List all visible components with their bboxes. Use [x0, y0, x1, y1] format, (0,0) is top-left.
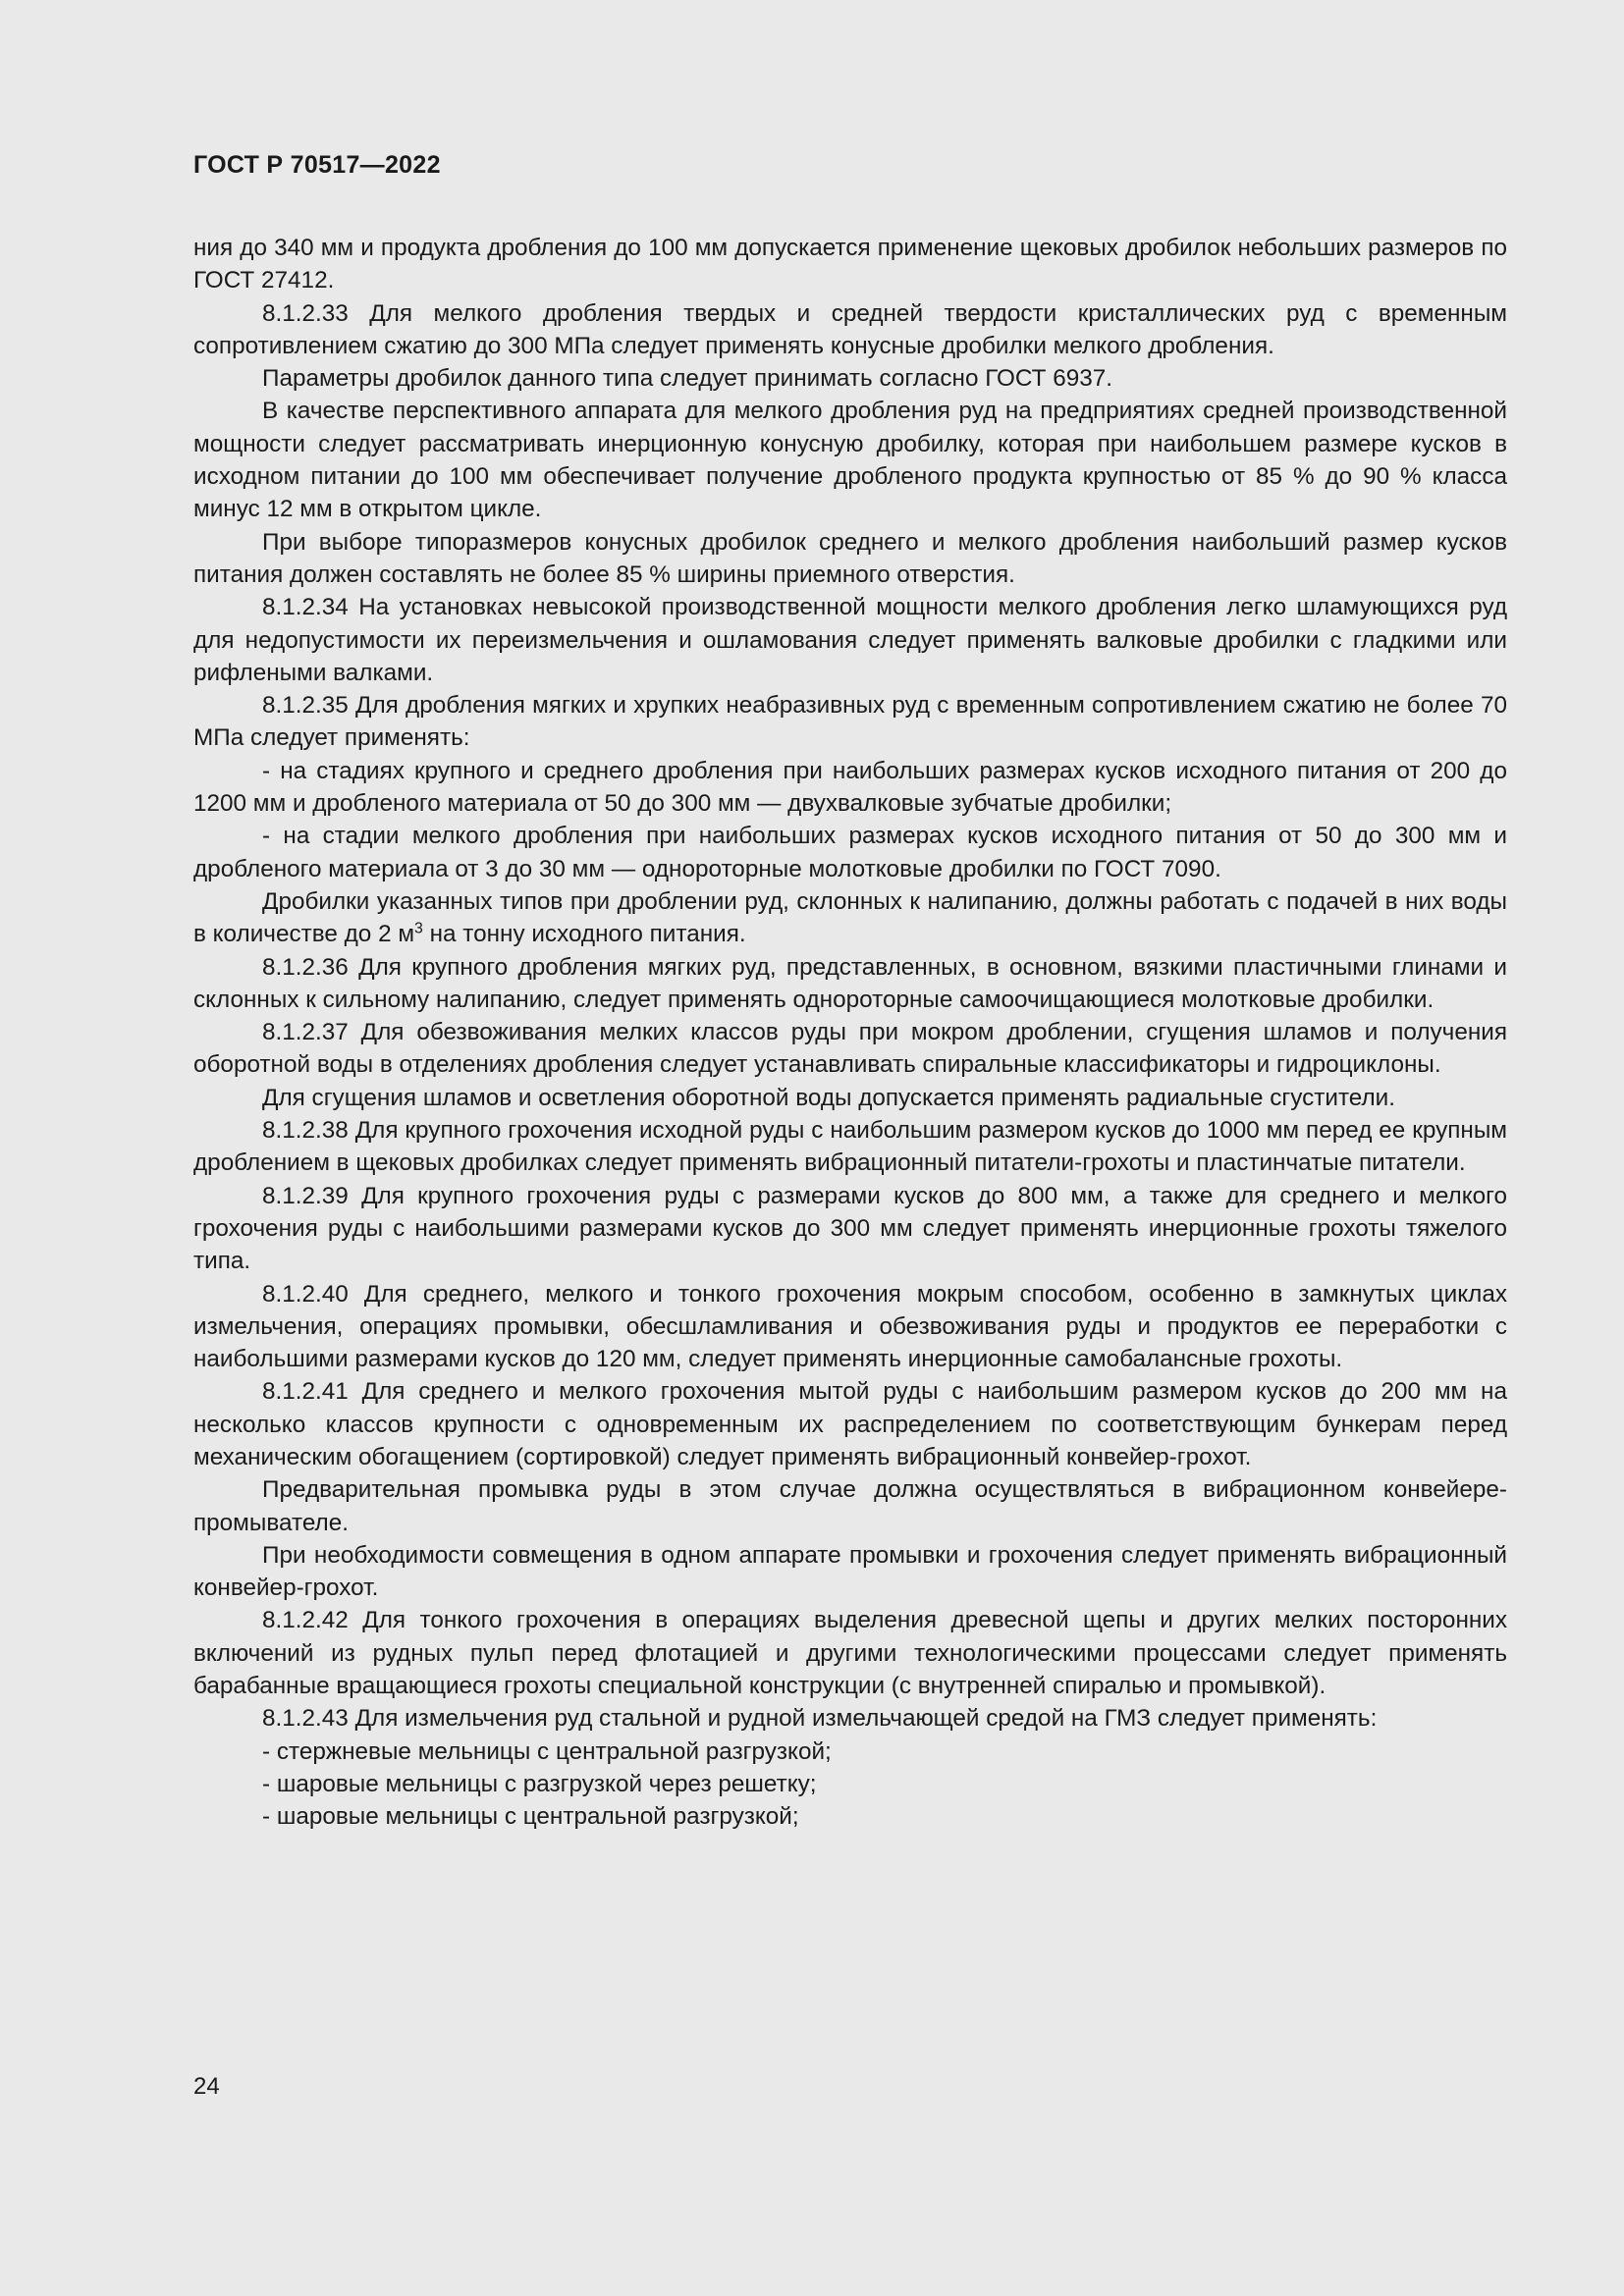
paragraph-8-1-2-34: 8.1.2.34 На установках невысокой производственной мощности мелкого дробления легко шламующихся руд для недопустимости их переизмельчения и ошламования следует применять валковые дробилки с гладкими или рифлеными валками. [193, 594, 1507, 686]
water-supply-text: Дробилки указанных типов при дроблении руд, склонных к налипанию, должны работать с подачей в них воды в количестве до 2 м [193, 887, 1507, 948]
list-item-toothed-crushers: - на стадиях крупного и среднего дробления при наибольших размерах кусков исходного питания от 200 до 1200 мм и дробленого материала от 50 до 300 мм — двухвалковые зубчатые дробилки; [193, 757, 1507, 818]
paragraph-water-supply [193, 885, 1507, 951]
paragraph-cone-crusher-size: При выборе типоразмеров конусных дробилок среднего и мелкого дробления наибольший размер кусков питания должен составлять не более 85 % ширины приемного отверстия. [193, 528, 1507, 588]
list-item-hammer-crushers: - на стадии мелкого дробления при наибольших размерах кусков исходного питания от 50 до 300 мм и дробленого материала от 3 до 30 мм — однороторные молотковые дробилки по ГОСТ 7090. [193, 823, 1507, 882]
paragraph-inertial-crusher: В качестве перспективного аппарата для мелкого дробления руд на предприятиях средней производственной мощности следует рассматривать инерционную конусную дробилку, которая при наибольшем размере кусков в исходном питании до 100 мм обеспечивает получение дробленого продукта крупностью от 85 % до 90 % класса минус 12 мм в открытом цикле. [193, 398, 1507, 523]
paragraph-8-1-2-40: 8.1.2.40 Для среднего, мелкого и тонкого грохочения мокрым способом, особенно в замкнутых циклах измельчения, операциях промывки, обесшламливания и обезвоживания руды и продуктов ее переработки с наибольшими размерами кусков до 120 мм, следует применять инерционные самобалансные грохоты. [193, 1280, 1507, 1373]
paragraph-8-1-2-39: 8.1.2.39 Для крупного грохочения руды с размерами кусков до 800 мм, а также для среднего и мелкого грохочения руды с наибольшими размерами кусков до 300 мм следует применять инерционные грохоты тяжелого типа. [193, 1182, 1507, 1275]
list-item-ball-mills-central: - шаровые мельницы с центральной разгрузкой; [262, 1803, 799, 1831]
document-body [193, 232, 1507, 1834]
paragraph-8-1-2-36: 8.1.2.36 Для крупного дробления мягких руд, представленных, в основном, вязкими пластичными глинами и склонных к сильному налипанию, следует применять однороторные самоочищающиеся молотковые дробилки. [193, 953, 1507, 1013]
paragraph-combined-washing: При необходимости совмещения в одном аппарате промывки и грохочения следует применять вибрационный конвейер-грохот. [193, 1541, 1507, 1602]
paragraph-8-1-2-43: 8.1.2.43 Для измельчения руд стальной и рудной измельчающей средой на ГМЗ следует применять: [262, 1705, 1378, 1733]
paragraph-8-1-2-38: 8.1.2.38 Для крупного грохочения исходной руды с наибольшим размером кусков до 1000 мм перед ее крупным дроблением в щековых дробилках следует применять вибрационный питатели-грохоты и пластинчатые питатели. [193, 1117, 1507, 1177]
paragraph-prewashing: Предварительная промывка руды в этом случае должна осуществляться в вибрационном конвейере-промывателе. [193, 1476, 1507, 1536]
page-number: 24 [193, 2073, 220, 2100]
paragraph-8-1-2-33: 8.1.2.33 Для мелкого дробления твердых и средней твердости кристаллических руд с временным сопротивлением сжатию до 300 МПа следует применять конусные дробилки мелкого дробления. [193, 299, 1507, 359]
paragraph-8-1-2-35: 8.1.2.35 Для дробления мягких и хрупких неабразивных руд с временным сопротивлением сжатию не более 70 МПа следует применять: [193, 692, 1507, 752]
paragraph-8-1-2-41: 8.1.2.41 Для среднего и мелкого грохочения мытой руды с наибольшим размером кусков до 200 мм на несколько классов крупности с одновременным их распределением по соответствующим бункерам перед механическим обогащением (сортировкой) следует применять вибрационный конвейер-грохот. [193, 1378, 1507, 1470]
paragraph-8-1-2-37: 8.1.2.37 Для обезвоживания мелких классов руды при мокром дроблении, сгущения шламов и получения оборотной воды в отделениях дробления следует устанавливать спиральные классификаторы и гидроциклоны. [193, 1019, 1507, 1079]
list-item-ball-mills-grate: - шаровые мельницы с разгрузкой через решетку; [262, 1770, 817, 1797]
document-header-code: ГОСТ Р 70517—2022 [193, 151, 441, 179]
paragraph-continuation: ния до 340 мм и продукта дробления до 100 мм допускается применение щековых дробилок небольших размеров по ГОСТ 27412. [193, 235, 1507, 294]
list-item-rod-mills: - стержневые мельницы с центральной разгрузкой; [262, 1737, 832, 1765]
document-page [193, 147, 1507, 1834]
water-supply-text-end: на тонну исходного питания. [422, 921, 746, 948]
superscript-cubic: 3 [414, 920, 423, 937]
paragraph-crusher-params: Параметры дробилок данного типа следует принимать согласно ГОСТ 6937. [262, 365, 1113, 393]
paragraph-thickeners: Для сгущения шламов и осветления оборотной воды допускается применять радиальные сгустители. [262, 1084, 1396, 1111]
paragraph-8-1-2-42: 8.1.2.42 Для тонкого грохочения в операциях выделения древесной щепы и других мелких посторонних включений из рудных пульп перед флотацией и другими технологическими процессами следует применять барабанные вращающиеся грохоты специальной конструкции (с внутренней спиралью и промывкой). [193, 1607, 1507, 1700]
